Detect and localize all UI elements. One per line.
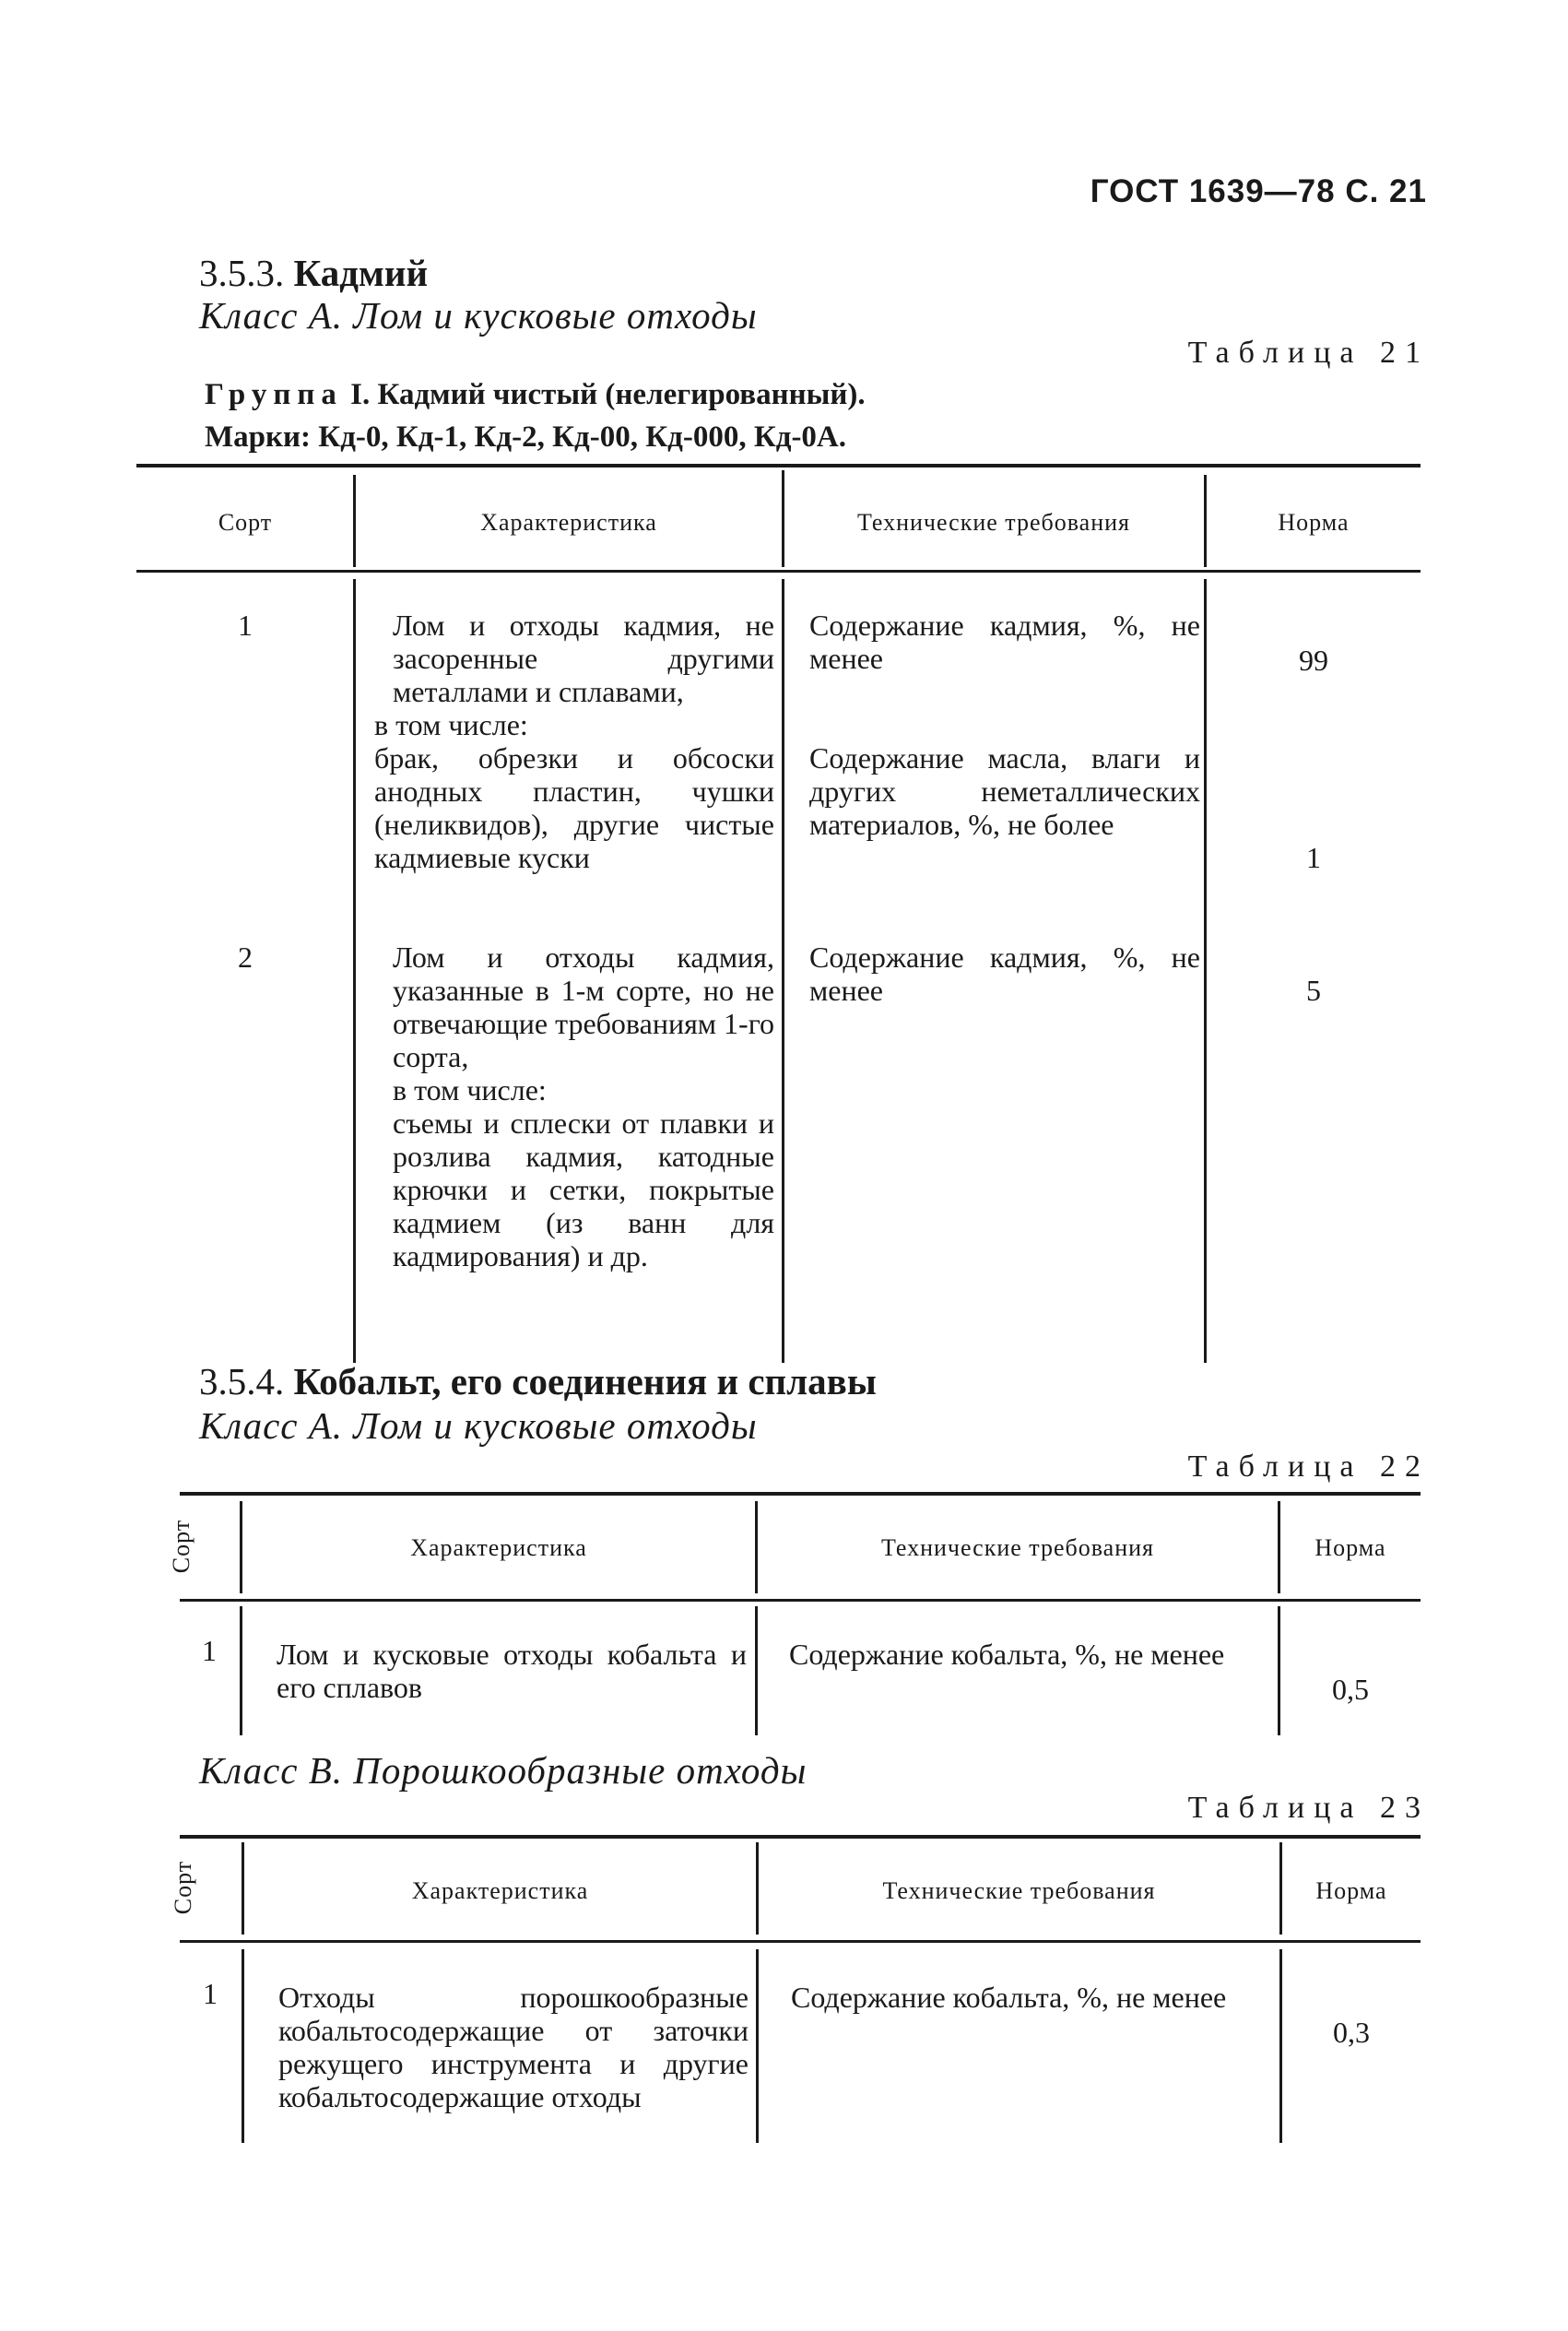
column-header-characteristic: Характеристика (410, 1534, 587, 1561)
column-header-requirements: Технические требования (882, 1877, 1156, 1904)
column-header-characteristic: Характеристика (411, 1877, 589, 1904)
group-line (205, 378, 866, 412)
table-row-norm: 0,3 (1333, 2016, 1370, 2049)
column-header-norm: Норма (1278, 509, 1350, 536)
table-row-characteristic (374, 941, 774, 1272)
marks-line: Марки: Кд-0, Кд-1, Кд-2, Кд-00, Кд-000, Кд-0А. (205, 420, 847, 454)
col-divider (1279, 1842, 1282, 1935)
column-header-norm: Норма (1315, 1877, 1387, 1904)
table-row-requirement (772, 1981, 1263, 2014)
req-text: Содержание кобальта, %, не менее (791, 1981, 1227, 2014)
col-divider (1278, 1606, 1280, 1735)
class-line: Класс А. Лом и кусковые отходы (199, 1404, 758, 1447)
table-row-requirement (771, 1638, 1232, 1671)
char-text: брак, обрезки и обсоски анодных пластин, чушки (неликвидов), другие чистые кадмиевые куски (374, 741, 774, 874)
col-divider (353, 579, 356, 1363)
char-text: съемы и сплески от плавки и розлива кадмия, катодные крючки и сетки, покрытые кадмием (из ванн для кадмирования) и др. (393, 1106, 774, 1272)
table-row-norm: 0,5 (1332, 1673, 1369, 1706)
col-divider (240, 1606, 242, 1735)
char-text: Лом и отходы кадмия, не засоренные другими металлами и сплавами, (393, 609, 774, 708)
table-row-norm: 5 (1306, 974, 1321, 1007)
section-heading-cadmium (199, 251, 428, 295)
column-header-requirements: Технические требования (856, 509, 1130, 536)
col-divider (1278, 1501, 1280, 1593)
class-line: Класс В. Порошкообразные отходы (199, 1749, 808, 1792)
table-header-rule (180, 1599, 1421, 1602)
char-text: Лом и отходы кадмия, указанные в 1-м сорте, но не отвечающие требованиям 1-го сорта, (393, 941, 775, 1073)
table-top-rule (136, 464, 1421, 467)
table-row-characteristic (260, 1981, 749, 2113)
col-divider (782, 470, 784, 567)
table-row-norm: 1 (1306, 841, 1321, 874)
section-title: Кадмий (293, 252, 429, 294)
group-rest: I. Кадмий чистый (нелегированный). (350, 378, 866, 411)
table-row-requirement: Содержание кадмия, %, не менее (809, 609, 1200, 675)
running-head: ГОСТ 1639—78 С. 21 (1090, 173, 1427, 209)
section-number: 3.5.4. (199, 1360, 285, 1402)
table-label: Таблица 22 (1187, 1449, 1430, 1484)
col-divider (1204, 475, 1207, 567)
table-row-norm: 99 (1299, 644, 1328, 677)
group-word: Группа (205, 378, 343, 411)
column-header-characteristic: Характеристика (480, 509, 657, 536)
char-text: Отходы порошкообразные кобальтосодержащие от заточки режущего инструмента и другие кобальтосодержащие отходы (278, 1981, 749, 2113)
col-divider (755, 1501, 758, 1593)
col-divider (242, 1949, 244, 2143)
req-text: Содержание кобальта, %, не менее (789, 1638, 1225, 1671)
table-top-rule (180, 1835, 1421, 1839)
column-header-norm: Норма (1315, 1534, 1386, 1561)
column-header-sort: Сорт (218, 509, 273, 536)
table-label: Таблица 21 (1187, 336, 1430, 370)
table-label: Таблица 23 (1187, 1791, 1430, 1825)
table-row-sort: 2 (238, 941, 253, 974)
section-title: Кобальт, его соединения и сплавы (293, 1360, 877, 1402)
col-divider (755, 1606, 758, 1735)
char-text: в том числе: (393, 1073, 547, 1106)
col-divider (756, 1949, 759, 2143)
column-header-sort: Сорт (170, 1860, 196, 1915)
table-header-rule (136, 570, 1421, 573)
column-header-requirements: Технические требования (880, 1534, 1154, 1561)
col-divider (1204, 579, 1207, 1363)
table-row-requirement: Содержание кадмия, %, не менее (809, 941, 1200, 1007)
table-row-sort: 1 (202, 1634, 217, 1667)
section-heading-cobalt (199, 1359, 877, 1403)
table-row-sort: 1 (203, 1977, 218, 2010)
col-divider (782, 579, 784, 1363)
col-divider (1279, 1949, 1282, 2143)
table-header-rule (180, 1940, 1421, 1943)
col-divider (240, 1501, 242, 1593)
table-top-rule (180, 1492, 1421, 1496)
table-row-requirement: Содержание масла, влаги и других неметаллических материалов, %, не более (809, 741, 1200, 841)
col-divider (353, 475, 356, 567)
column-header-sort: Сорт (168, 1519, 195, 1574)
col-divider (756, 1842, 759, 1935)
col-divider (242, 1842, 244, 1935)
section-number: 3.5.3. (199, 252, 285, 294)
char-text: Лом и кусковые отходы кобальта и его сплавов (277, 1638, 747, 1704)
table-row-characteristic (258, 1638, 747, 1704)
table-row-characteristic (374, 609, 774, 874)
table-row-sort: 1 (238, 609, 253, 642)
char-text: в том числе: (374, 708, 528, 741)
class-line: Класс А. Лом и кусковые отходы (199, 294, 758, 337)
